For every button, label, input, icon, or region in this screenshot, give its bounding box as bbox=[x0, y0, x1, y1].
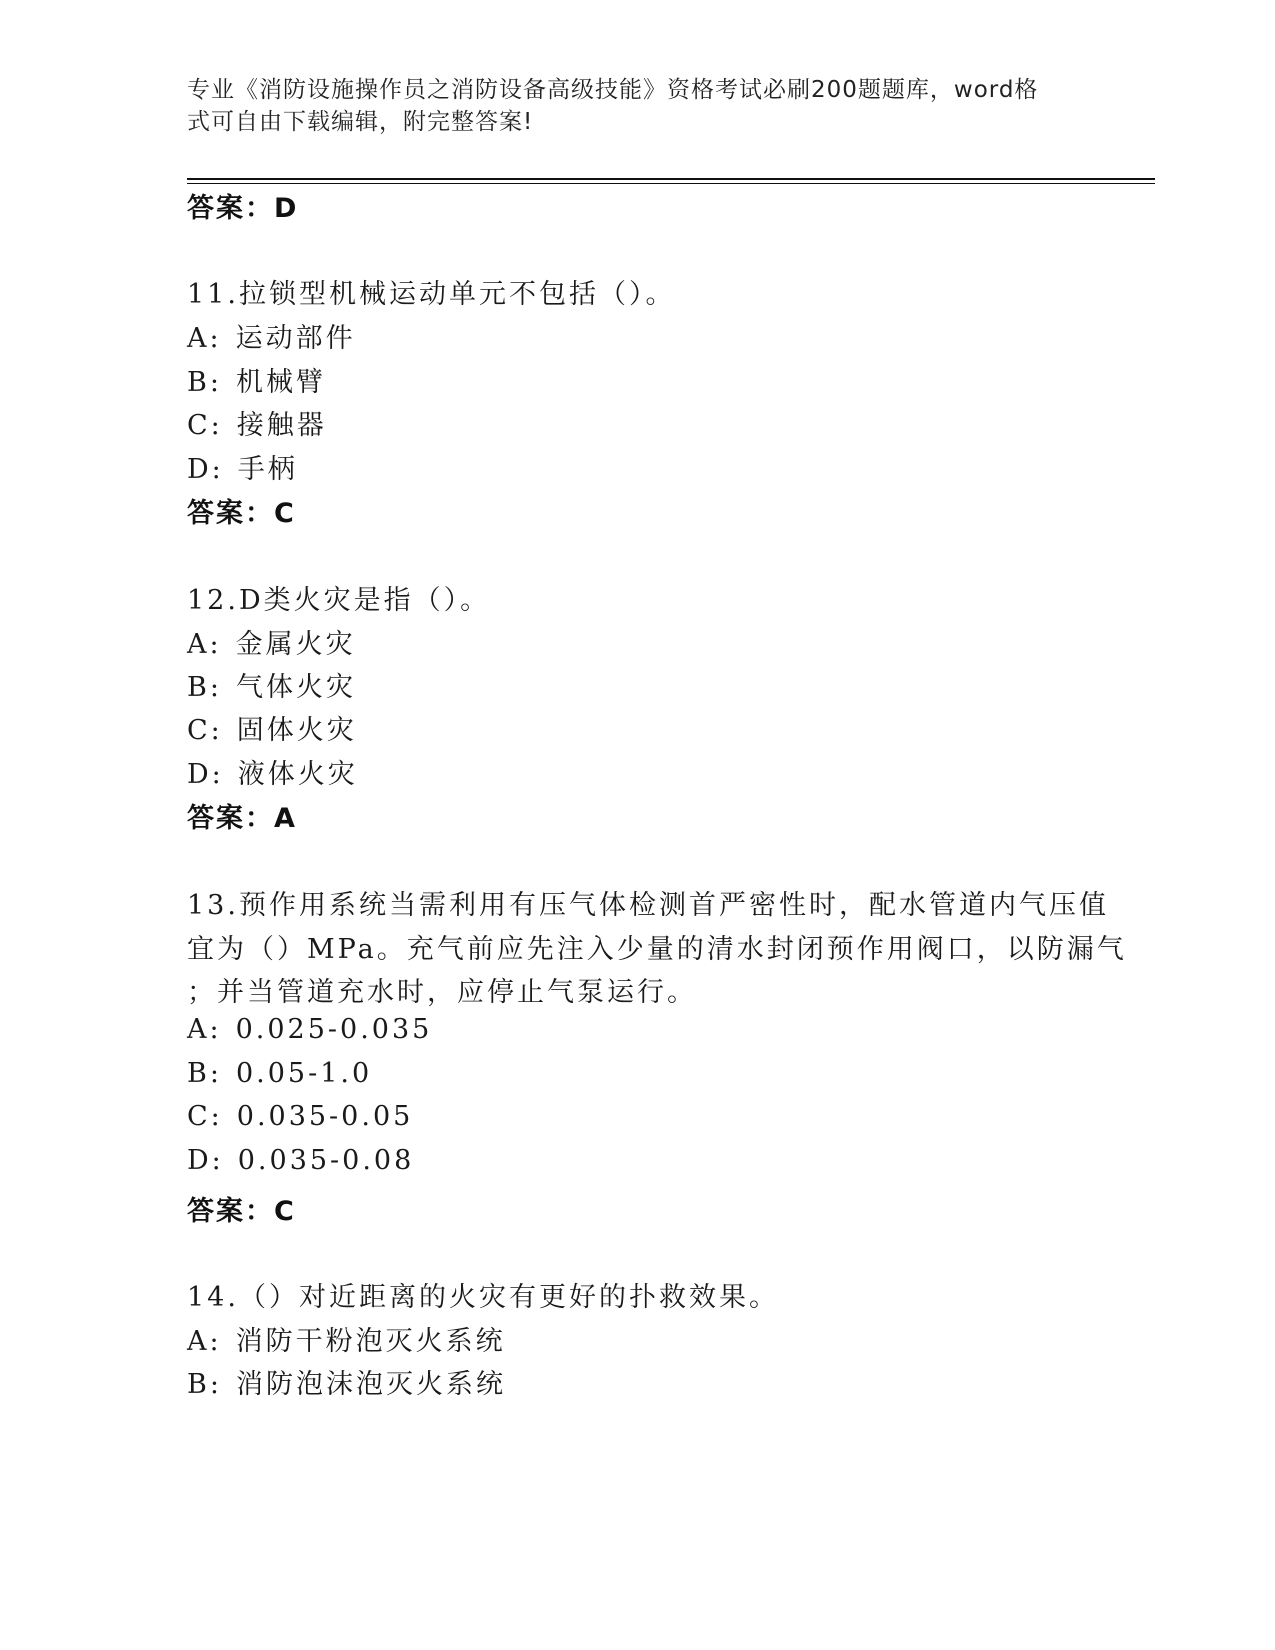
option-c: C: 0.035-0.05 bbox=[187, 1101, 414, 1132]
header-divider-thin bbox=[187, 183, 1155, 184]
option-b: B: 0.05-1.0 bbox=[187, 1058, 373, 1089]
option-a: A: 消防干粉泡灭火系统 bbox=[187, 1326, 506, 1357]
option-d: D: 液体火灾 bbox=[187, 759, 358, 790]
header-divider-thick bbox=[187, 178, 1155, 180]
answer-line: 答案：D bbox=[187, 193, 299, 224]
option-b: B: 气体火灾 bbox=[187, 672, 356, 703]
question-stem: ；并当管道充水时，应停止气泵运行。 bbox=[187, 977, 697, 1008]
question-stem: 12.D类火灾是指（）。 bbox=[187, 585, 491, 616]
answer-line: 答案：C bbox=[187, 498, 296, 529]
option-d: D: 手柄 bbox=[187, 454, 298, 485]
question-stem: 13.预作用系统当需利用有压气体检测首严密性时，配水管道内气压值 bbox=[187, 890, 1109, 921]
option-a: A: 运动部件 bbox=[187, 323, 356, 354]
option-d: D: 0.035-0.08 bbox=[187, 1145, 415, 1176]
answer-line: 答案：C bbox=[187, 1196, 296, 1227]
option-a: A: 0.025-0.035 bbox=[187, 1014, 433, 1045]
question-stem: 宜为（）MPa。充气前应先注入少量的清水封闭预作用阀口，以防漏气 bbox=[187, 934, 1127, 965]
option-c: C: 固体火灾 bbox=[187, 715, 357, 746]
option-c: C: 接触器 bbox=[187, 410, 327, 441]
option-b: B: 消防泡沫泡灭火系统 bbox=[187, 1369, 506, 1400]
option-b: B: 机械臂 bbox=[187, 367, 326, 398]
header-line-2: 式可自由下载编辑，附完整答案! bbox=[187, 109, 534, 135]
question-stem: 11.拉锁型机械运动单元不包括（）。 bbox=[187, 279, 676, 310]
answer-line: 答案：A bbox=[187, 803, 297, 834]
header-line-1: 专业《消防设施操作员之消防设备高级技能》资格考试必刷200题题库，word格 bbox=[187, 77, 1039, 103]
option-a: A: 金属火灾 bbox=[187, 629, 356, 660]
document-header bbox=[187, 74, 1067, 138]
question-stem: 14.（）对近距离的火灾有更好的扑救效果。 bbox=[187, 1282, 779, 1313]
